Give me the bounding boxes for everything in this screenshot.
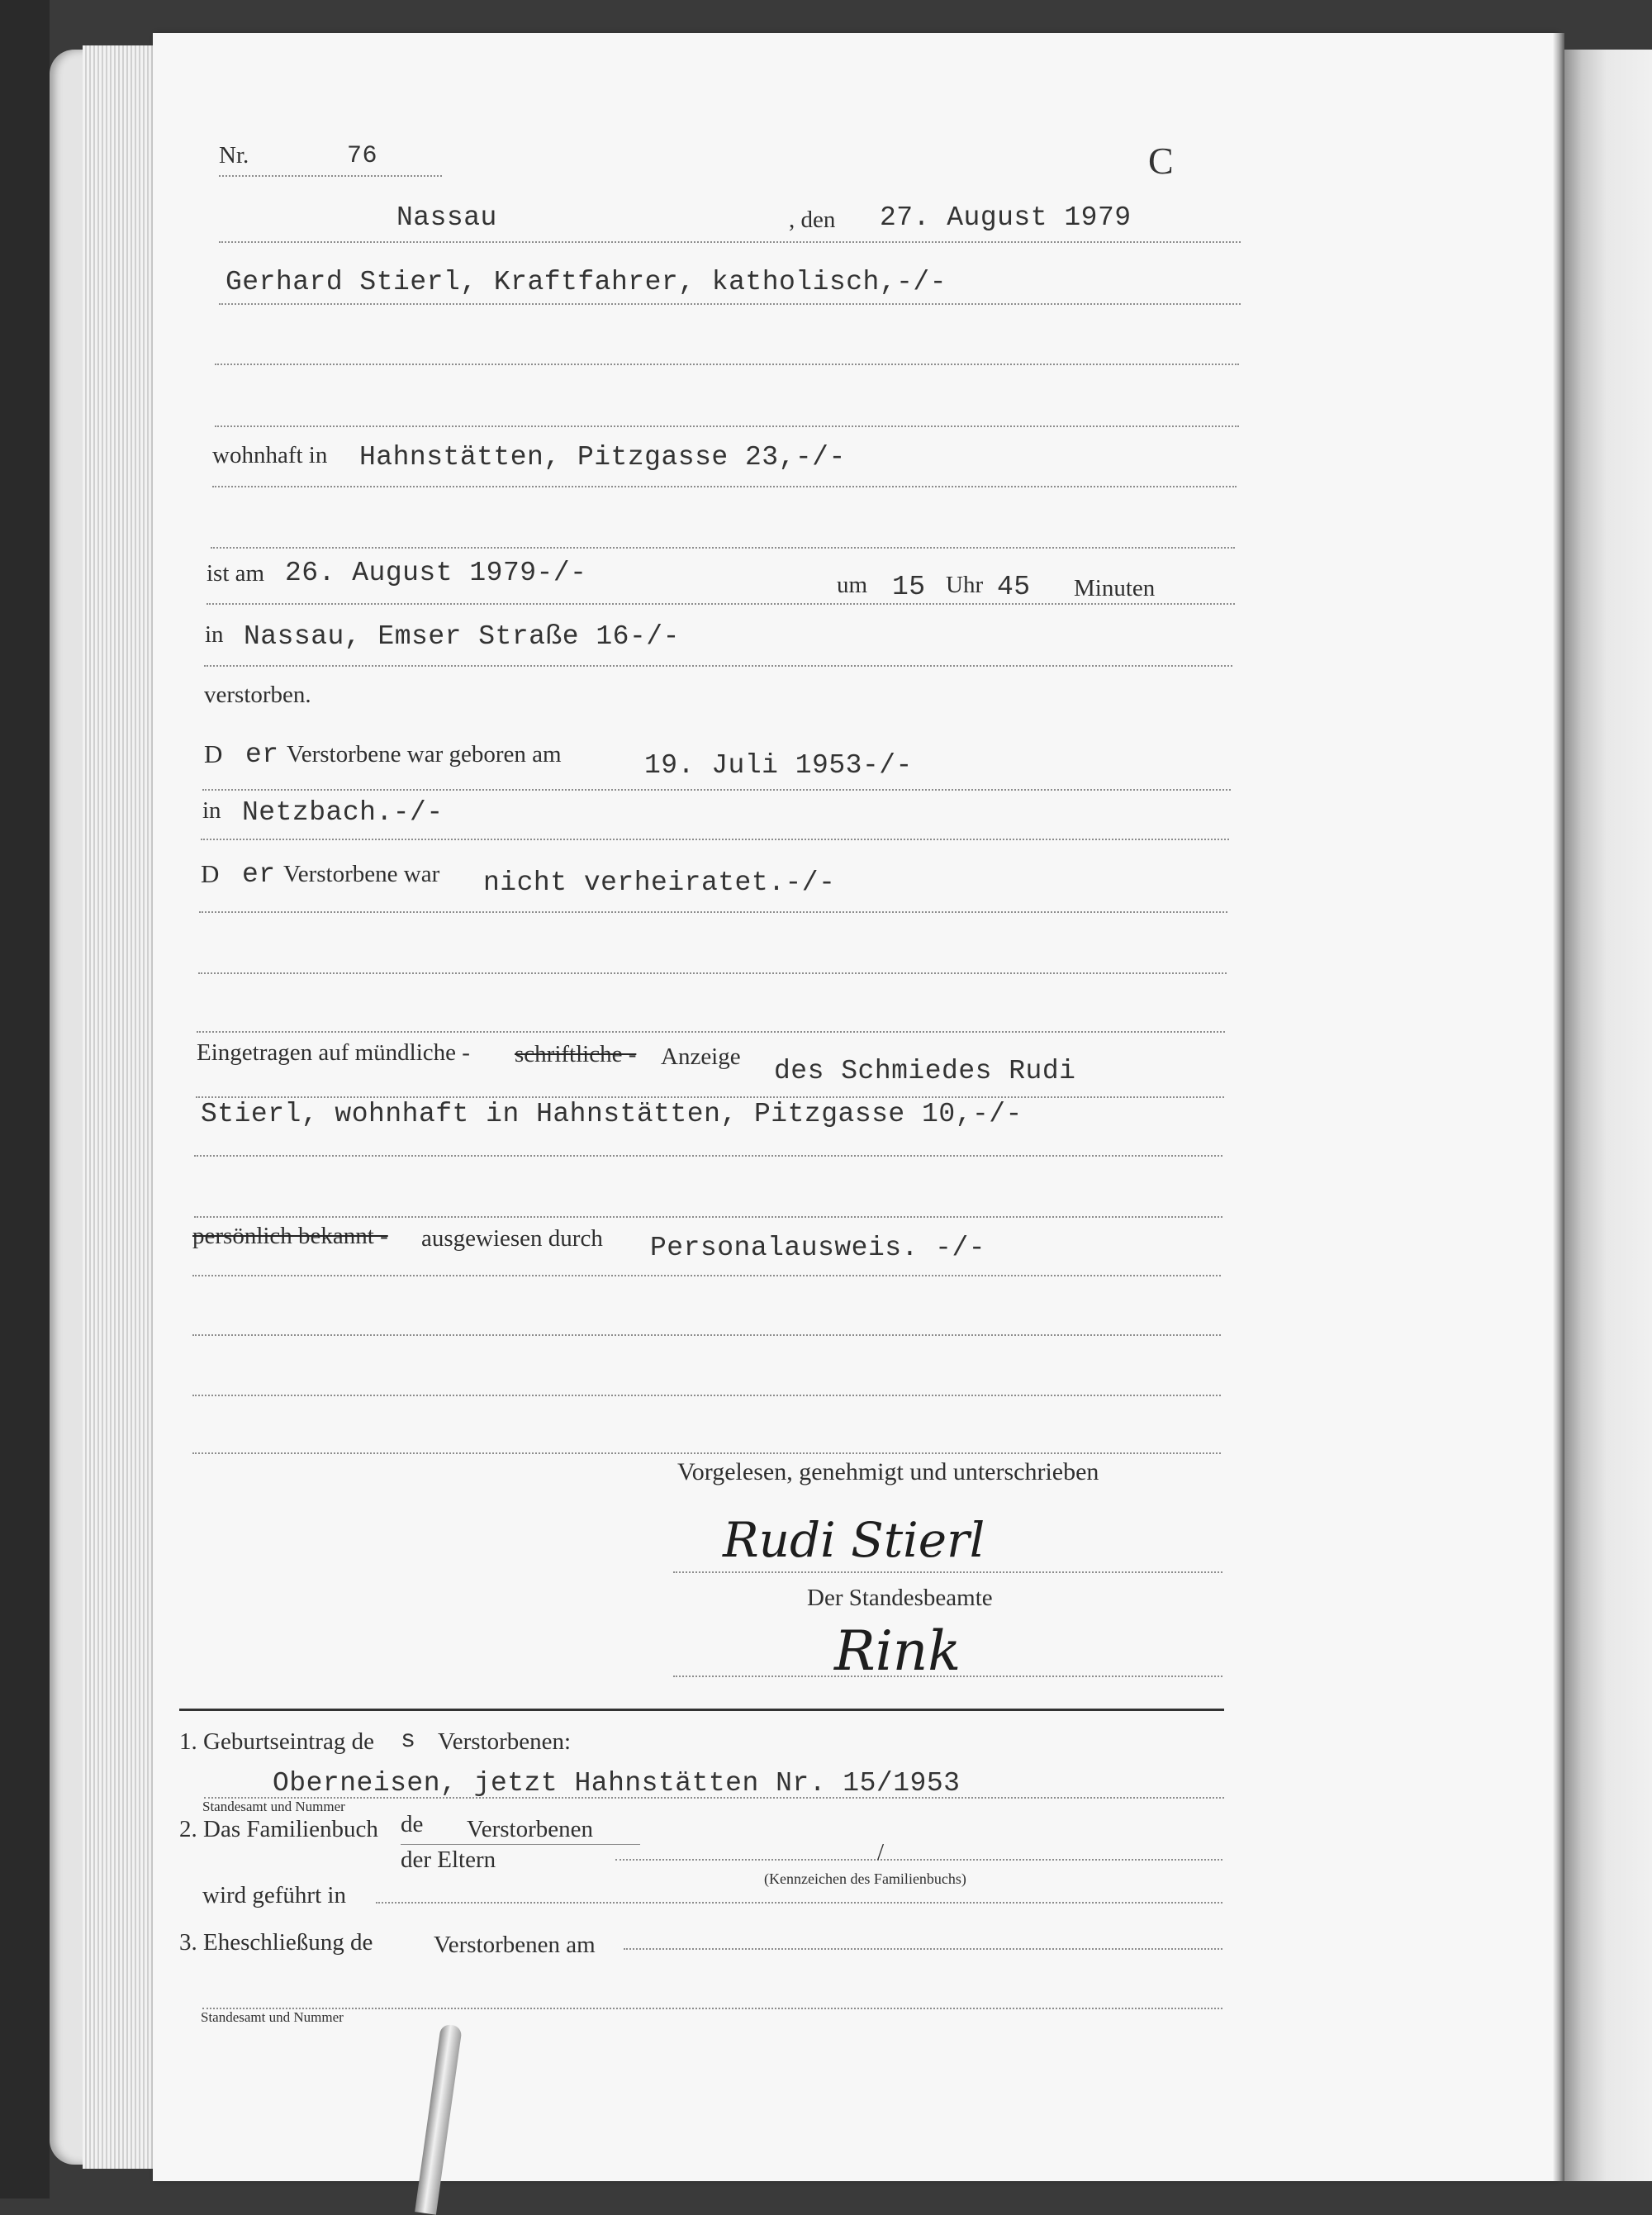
schriftliche-struck: schriftliche - [515, 1041, 637, 1067]
line-blank-7 [192, 1334, 1221, 1336]
line-marital [199, 911, 1227, 913]
line-item3 [624, 1948, 1222, 1950]
persoenlich-struck: persönlich bekannt - [192, 1223, 388, 1249]
line-blank-5 [197, 1031, 1225, 1033]
date-value: 27. August 1979 [880, 202, 1132, 233]
line-birth-place [201, 839, 1229, 840]
item1-s: s [401, 1727, 416, 1755]
item2-label: 2. Das Familienbuch [179, 1816, 378, 1842]
address-value: Hahnstätten, Pitzgasse 23,-/- [359, 442, 846, 473]
eingetragen-label: Eingetragen auf mündliche - [197, 1039, 470, 1066]
line-blank-6 [194, 1216, 1222, 1218]
line-blank-8 [192, 1395, 1221, 1396]
facing-page [1557, 50, 1652, 2181]
place-value: Nassau [396, 202, 497, 233]
line-signature-1 [673, 1571, 1222, 1573]
born-prefix: D [204, 739, 223, 768]
line-informant [219, 303, 1241, 305]
item2-gefuehrt: wird geführt in [202, 1882, 346, 1908]
item2-eltern: der Eltern [401, 1847, 496, 1873]
hour-value: 15 [892, 572, 926, 602]
um-label: um [837, 572, 868, 598]
standesamt-label: Standesamt und Nummer [202, 1799, 345, 1814]
standesamt-label-2: Standesamt und Nummer [201, 2009, 344, 2025]
line-blank-1 [215, 364, 1239, 365]
item3-label: 3. Eheschließung de [179, 1929, 373, 1956]
line-death-date [206, 603, 1235, 605]
line-blank-4 [198, 972, 1227, 974]
line-signature-2 [673, 1676, 1222, 1677]
item3-suffix: Verstorbenen am [434, 1932, 596, 1958]
nr-line [219, 175, 442, 177]
background-left [0, 0, 50, 2198]
item1-value: Oberneisen, jetzt Hahnstätten Nr. 15/1953 [273, 1768, 961, 1799]
birth-date-value: 19. Juli 1953-/- [644, 750, 913, 781]
minute-value: 45 [997, 572, 1031, 602]
line-item2-gefuehrt [376, 1902, 1222, 1904]
line-anzeige-2 [194, 1155, 1222, 1157]
item2-de: de [401, 1811, 424, 1837]
anzeige-value-1: des Schmiedes Rudi [774, 1056, 1076, 1086]
item1-suffix: Verstorbenen: [438, 1728, 572, 1755]
line-anzeige-1 [196, 1096, 1224, 1098]
anzeige-label: Anzeige [661, 1043, 741, 1070]
line-item3-standesamt [202, 2008, 1222, 2009]
item1-label: 1. Geburtseintrag de [179, 1728, 374, 1755]
line-death-place [204, 665, 1232, 667]
date-line [219, 241, 1241, 243]
vorgelesen-label: Vorgelesen, genehmigt und unterschrieben [677, 1458, 1099, 1485]
item2-verstorbenen-underline [401, 1844, 640, 1845]
in-label: in [205, 621, 224, 648]
line-birth-date [202, 789, 1231, 791]
status-er: er [242, 859, 276, 890]
wohnhaft-label: wohnhaft in [212, 442, 328, 468]
informant-signature: Rudi Stierl [723, 1512, 985, 1568]
ausgewiesen-value: Personalausweis. -/- [650, 1233, 986, 1263]
anzeige-value-2: Stierl, wohnhaft in Hahnstätten, Pitzgasse 10,-/- [201, 1099, 1023, 1129]
informant-value: Gerhard Stierl, Kraftfahrer, katholisch,-/- [225, 267, 947, 297]
section-divider [179, 1709, 1224, 1711]
line-item1 [204, 1797, 1224, 1799]
line-ausgewiesen [192, 1275, 1221, 1276]
ist-am-label: ist am [206, 560, 265, 587]
line-item2 [615, 1859, 1222, 1861]
den-label: , den [789, 207, 836, 233]
corner-letter: C [1148, 140, 1174, 182]
birth-place-value: Netzbach.-/- [242, 797, 444, 828]
status-label: Verstorbene war [283, 861, 440, 887]
line-blank-2 [215, 425, 1239, 427]
born-label: Verstorbene war geboren am [287, 741, 562, 768]
death-place-value: Nassau, Emser Straße 16-/- [244, 621, 680, 652]
nr-value: 76 [347, 142, 378, 170]
line-address [212, 486, 1237, 487]
marital-status-value: nicht verheiratet.-/- [483, 867, 836, 898]
born-er: er [245, 739, 279, 770]
kennzeichen-label: (Kennzeichen des Familienbuchs) [764, 1870, 966, 1887]
registrar-signature: Rink [834, 1619, 961, 1683]
in-label-2: in [202, 797, 221, 824]
item2-verstorbenen: Verstorbenen [467, 1816, 594, 1842]
death-date-value: 26. August 1979-/- [285, 558, 587, 588]
register-page [153, 33, 1557, 2181]
line-blank-3 [211, 547, 1235, 549]
verstorben-label: verstorben. [204, 682, 311, 708]
ausgewiesen-label: ausgewiesen durch [421, 1225, 603, 1252]
book-spine [1553, 33, 1564, 2181]
line-blank-9 [192, 1452, 1221, 1454]
status-prefix: D [201, 859, 220, 888]
standesbeamte-label: Der Standesbeamte [807, 1585, 993, 1611]
nr-label: Nr. [219, 142, 249, 169]
minuten-label: Minuten [1074, 575, 1156, 601]
item2-slash: / [877, 1839, 885, 1866]
uhr-label: Uhr [946, 572, 984, 598]
